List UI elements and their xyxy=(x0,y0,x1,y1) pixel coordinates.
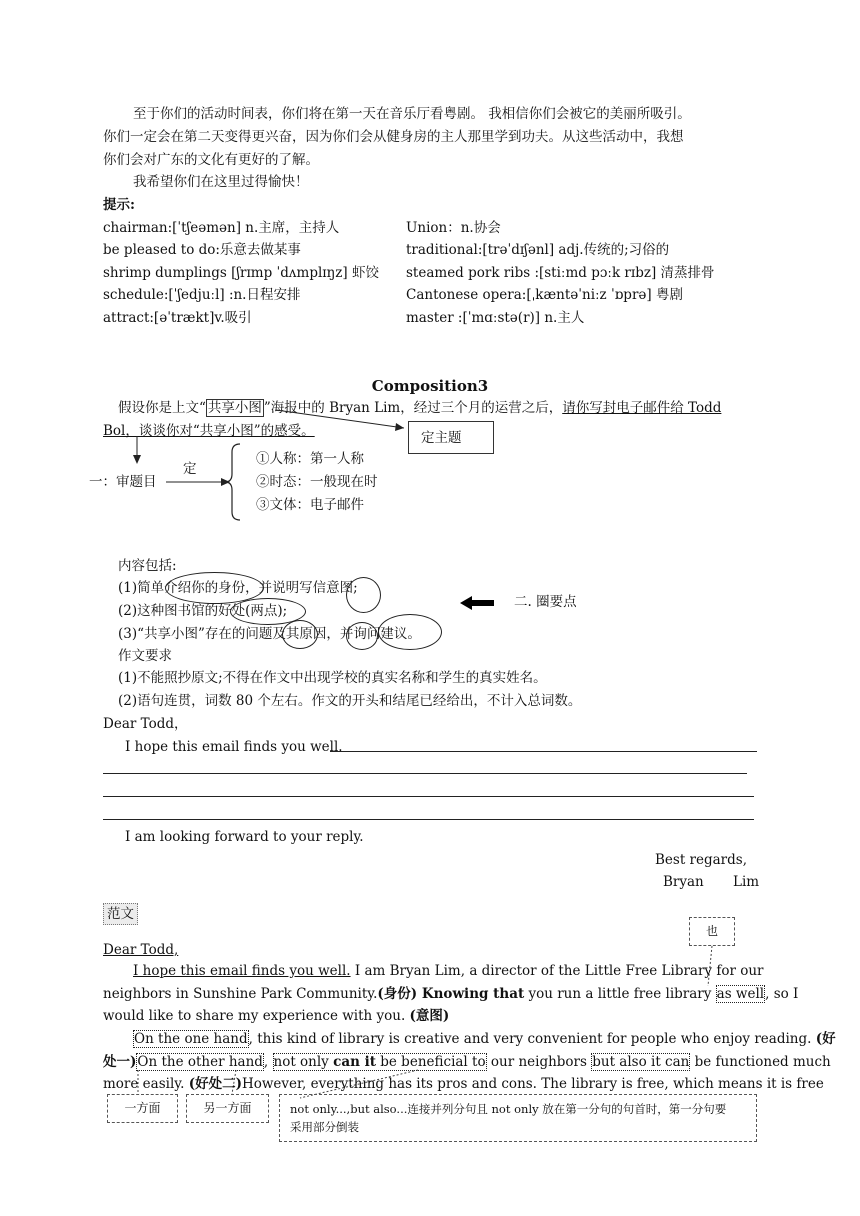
requirement-item: (2)语句连贯，词数 80 个左右。作文的开头和结尾已经给出，不计入总词数。 xyxy=(118,693,582,709)
letter-sign-last: Lim xyxy=(733,874,760,890)
hint-item: attract:[əˈtrækt]v.吸引 xyxy=(103,310,252,326)
prompt-text-b: ”海报中的 Bryan Lim，经过三个月的运营之后， xyxy=(263,400,563,416)
sample-text: would like to share my experience with you. xyxy=(103,1008,410,1024)
sample-text: you run a little free library xyxy=(524,985,716,1002)
letter-greeting: Dear Todd， xyxy=(103,716,188,732)
sample-text: , so I xyxy=(765,985,799,1002)
boxed-not-only: not only xyxy=(273,1053,334,1070)
boxed-one-hand: On the one hand xyxy=(134,1031,248,1047)
content-title: 内容包括: xyxy=(118,558,177,574)
note-inversion-line-2: 采用部分倒装 xyxy=(290,1120,359,1134)
requirements-title: 作文要求 xyxy=(118,648,172,664)
sample-label: 范文 xyxy=(103,903,138,925)
boxed-other-hand: On the other hand xyxy=(137,1053,263,1070)
theme-box-label: 定主题 xyxy=(421,430,462,446)
sample-greeting: Dear Todd, xyxy=(103,942,179,958)
sample-text: , this kind of library is creative and very convenient for people who enjoy reading. xyxy=(248,1031,816,1047)
hint-item: shrimp dumplings [ʃrɪmp ˈdʌmplɪŋz] 虾饺 xyxy=(103,265,379,281)
writing-line xyxy=(103,773,747,774)
hints-title: 提示: xyxy=(103,197,135,213)
sample-text: , xyxy=(263,1053,273,1070)
tag-intent: (意图) xyxy=(409,1008,450,1024)
letter-opening: I hope this email finds you well. xyxy=(125,739,343,755)
hint-item: be pleased to do:乐意去做某事 xyxy=(103,242,301,258)
circle-mark xyxy=(346,622,378,650)
circle-mark xyxy=(282,620,318,649)
circle-mark xyxy=(378,614,442,650)
hint-item: master :[ˈmɑːstə(r)] n.主人 xyxy=(406,310,585,326)
intro-line-3: 你们会对广东的文化有更好的了解。 xyxy=(103,152,319,168)
writing-line xyxy=(103,819,754,820)
circle-mark xyxy=(346,577,381,613)
sample-text: more easily. xyxy=(103,1076,189,1092)
hint-item: traditional:[trəˈdɪʃənl] adj.传统的;习俗的 xyxy=(406,242,670,258)
step1-ding: 定 xyxy=(183,461,197,477)
intro-line-4: 我希望你们在这里过得愉快！ xyxy=(133,174,309,190)
hint-item: Union：n.协会 xyxy=(406,220,501,236)
hint-item: schedule:[ˈʃedjuːl] :n.日程安排 xyxy=(103,287,301,303)
boxed-as-well: as well xyxy=(716,985,765,1002)
boxed-but-also: but also it can xyxy=(592,1053,690,1070)
sample-text: be functioned much xyxy=(690,1053,831,1070)
sample-text: However, everything has its pros and cons. The library is free, which means it is free xyxy=(241,1076,824,1092)
tag-benefit-1: (好 xyxy=(815,1031,836,1047)
note-one-hand: 一方面 xyxy=(107,1094,178,1123)
prompt-boxed-word: 共享小图 xyxy=(207,400,262,416)
tag-benefit-1-end: 处一) xyxy=(103,1053,137,1070)
step2-label: 二. 圈要点 xyxy=(514,594,577,610)
content-item: (2)这种图书馆的好处(两点); xyxy=(118,603,288,619)
content-item: (3)“共享小图”存在的问题及其原因，并询问建议。 xyxy=(118,626,421,642)
brace-item: ③文体：电子邮件 xyxy=(256,497,364,513)
sample-paragraph-1 xyxy=(103,960,799,1028)
hint-item: steamed pork ribs :[stiːmd pɔːk rɪbz] 清蒸排骨 xyxy=(406,265,715,281)
sample-underlined-opening: I hope this email finds you well. xyxy=(133,963,351,979)
note-inversion xyxy=(279,1094,757,1142)
letter-regards: Best regards, xyxy=(655,852,748,868)
prompt-text-a: 假设你是上文“ xyxy=(118,400,206,416)
note-inversion-line-1: not only...,but also...连接并列分句且 not only 放在第一分句的句首时，第一分句要 xyxy=(290,1102,727,1116)
intro-line-1: 至于你们的活动时间表，你们将在第一天在音乐厅看粤剧。 我相信你们会被它的美丽所吸引。 xyxy=(133,106,691,122)
hint-item: Cantonese opera:[ˌkæntəˈniːz ˈɒprə] 粤剧 xyxy=(406,287,683,303)
prompt-underlined: 请你写封电子邮件给 Todd xyxy=(562,400,722,416)
sample-bold-phrase: Knowing that xyxy=(417,985,525,1002)
composition-title: Composition3 xyxy=(371,377,489,395)
bold-can-it: can it xyxy=(333,1053,376,1070)
tag-identity: (身份) xyxy=(377,985,418,1002)
brace-item: ②时态：一般现在时 xyxy=(256,474,378,490)
note-also: 也 xyxy=(689,917,735,946)
writing-line xyxy=(330,751,757,752)
requirement-item: (1)不能照抄原文;不得在作文中出现学校的真实名称和学生的真实姓名。 xyxy=(118,670,547,686)
intro-line-2: 你们一定会在第二天变得更兴奋，因为你们会从健身房的主人那里学到功夫。从这些活动中，我想 xyxy=(103,129,684,145)
sample-text: I am Bryan Lim, a director of the Little Free Library for our xyxy=(350,963,764,979)
sample-text: neighbors in Sunshine Park Community. xyxy=(103,985,378,1002)
letter-sign-first: Bryan xyxy=(663,874,704,890)
boxed-beneficial: be beneficial to xyxy=(375,1053,486,1070)
hint-item: chairman:[ˈtʃeəmən] n.主席，主持人 xyxy=(103,220,340,236)
step1-label: 一：审题目 xyxy=(89,474,157,490)
tag-benefit-2: (好处二) xyxy=(188,1076,242,1092)
writing-line xyxy=(103,796,754,797)
note-other-hand: 另一方面 xyxy=(186,1094,269,1123)
content-item: (1)简单介绍你的身份，并说明写信意图; xyxy=(118,580,358,596)
prompt-line-2: Bol，谈谈你对“共享小图”的感受。 xyxy=(103,423,315,439)
brace-item: ①人称：第一人称 xyxy=(256,451,364,467)
letter-closing: I am looking forward to your reply. xyxy=(125,829,364,845)
sample-paragraph-2 xyxy=(103,1028,836,1096)
sample-text: our neighbors xyxy=(486,1053,592,1070)
